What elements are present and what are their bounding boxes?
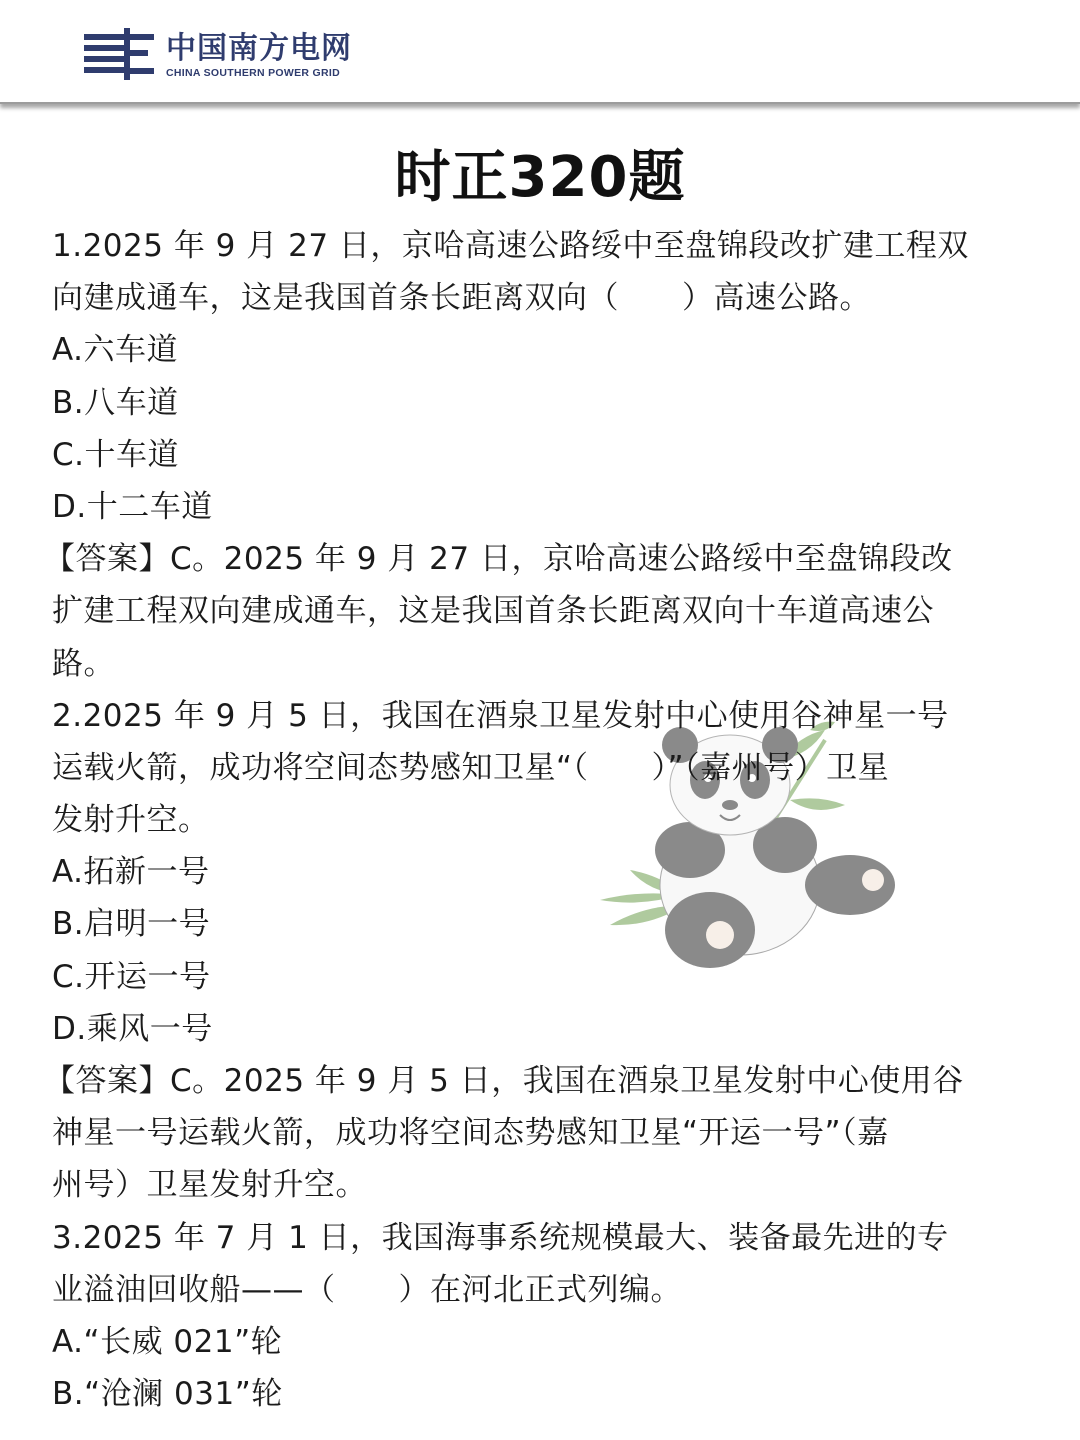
question-3-option-b: B.“沧澜 031”轮: [52, 1376, 283, 1413]
question-1-stem: 1.2025 年 9 月 27 日，京哈高速公路绥中至盘锦段改扩建工程双: [52, 228, 969, 264]
question-1-option-c: C.十车道: [52, 436, 179, 473]
question-1-answer: 扩建工程双向建成通车，这是我国首条长距离双向十车道高速公: [52, 593, 934, 630]
question-1-option-d: D.十二车道: [52, 488, 213, 525]
page-title: 时正320题: [394, 145, 686, 210]
question-2-option-b: B.启明一号: [52, 906, 211, 943]
question-1-answer: 路。: [52, 645, 115, 682]
question-2-answer: 【答案】C。2025 年 9 月 5 日，我国在酒泉卫星发射中心使用谷: [44, 1063, 964, 1099]
brand-name-cn: 中国南方电网: [166, 31, 352, 66]
question-1-answer: 【答案】C。2025 年 9 月 27 日，京哈高速公路绥中至盘锦段改: [44, 541, 953, 578]
question-2-stem: 运载火箭，成功将空间态势感知卫星“（ ）”（嘉州号）卫星: [52, 749, 890, 786]
question-2-option-a: A.拓新一号: [52, 854, 210, 891]
brand-name-en: CHINA SOUTHERN POWER GRID: [166, 67, 340, 79]
question-3-stem: 3.2025 年 7 月 1 日，我国海事系统规模最大、装备最先进的专: [52, 1219, 949, 1256]
question-2-answer: 神星一号运载火箭，成功将空间态势感知卫星“开运一号”（嘉: [52, 1115, 889, 1152]
question-2-option-c: C.开运一号: [52, 958, 211, 995]
question-1-option-a: A.六车道: [52, 332, 179, 369]
question-list: [44, 220, 1037, 1420]
header-bar: [0, 0, 1080, 104]
question-1-stem: 向建成通车，这是我国首条长距离双向（ ）高速公路。: [52, 280, 871, 317]
question-2-option-d: D.乘风一号: [52, 1010, 213, 1047]
question-1-option-b: B.八车道: [52, 384, 179, 421]
question-2-answer: 州号）卫星发射升空。: [52, 1167, 367, 1204]
question-3-stem: 业溢油回收船——（ ）在河北正式列编。: [52, 1271, 682, 1308]
question-3-option-a: A.“长威 021”轮: [52, 1323, 283, 1360]
brand-logo-text: [166, 32, 352, 80]
question-2-stem: 发射升空。: [52, 802, 210, 839]
question-2-stem: 2.2025 年 9 月 5 日，我国在酒泉卫星发射中心使用谷神星一号: [52, 697, 949, 734]
csg-logo-icon: [84, 28, 156, 80]
